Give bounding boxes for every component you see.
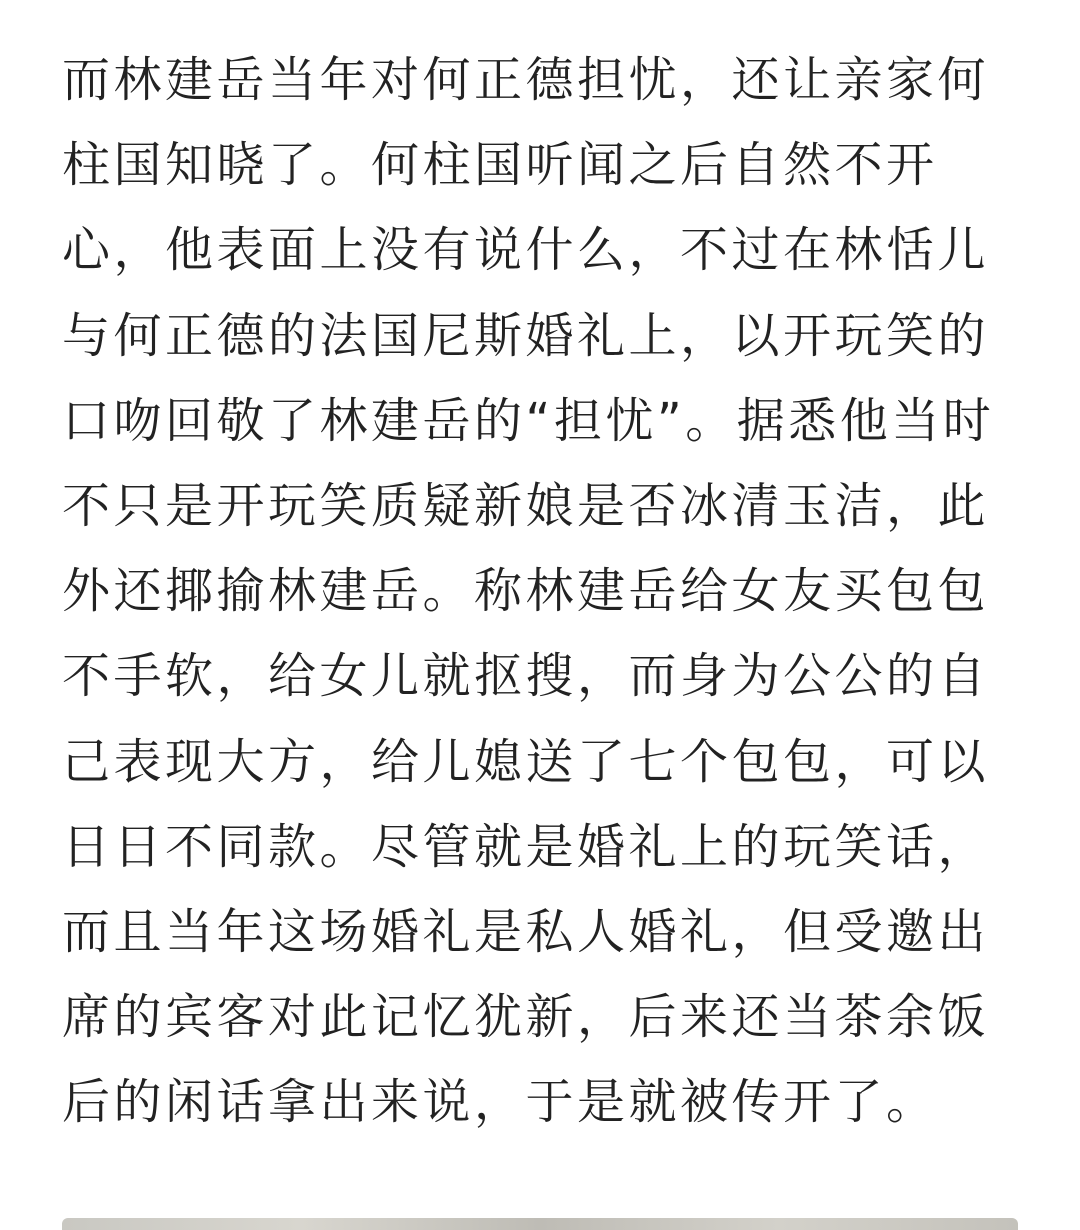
paragraph-line-7: 外还揶揄林建岳。称林建岳给女友买包包 <box>62 563 990 620</box>
paragraph-line-9: 己表现大方，给儿媳送了七个包包，可以 <box>62 733 990 790</box>
paragraph-line-5: 口吻回敬了林建岳的“担忧”。据悉他当时 <box>62 392 995 449</box>
paragraph-line-3: 心，他表面上没有说什么，不过在林恬儿 <box>62 222 990 279</box>
paragraph-line-11: 而且当年这场婚礼是私人婚礼，但受邀出 <box>62 903 990 960</box>
paragraph-line-1: 而林建岳当年对何正德担忧，还让亲家何 <box>62 52 990 108</box>
paragraph-line-13: 后的闲话拿出来说，于是就被传开了。 <box>62 1074 938 1131</box>
paragraph-line-4: 与何正德的法国尼斯婚礼上，以开玩笑的 <box>62 307 990 364</box>
paragraph-line-6: 不只是开玩笑质疑新娘是否冰清玉洁，此 <box>62 477 990 534</box>
paragraph-line-2: 柱国知晓了。何柱国听闻之后自然不开 <box>62 137 938 194</box>
article-paragraph <box>62 38 1022 1145</box>
paragraph-line-12: 席的宾客对此记忆犹新，后来还当茶余饭 <box>62 989 990 1046</box>
article-image-top-edge <box>62 1218 1018 1230</box>
paragraph-line-10: 日日不同款。尽管就是婚礼上的玩笑话， <box>62 818 990 875</box>
paragraph-line-8: 不手软，给女儿就抠搜，而身为公公的自 <box>62 648 990 705</box>
